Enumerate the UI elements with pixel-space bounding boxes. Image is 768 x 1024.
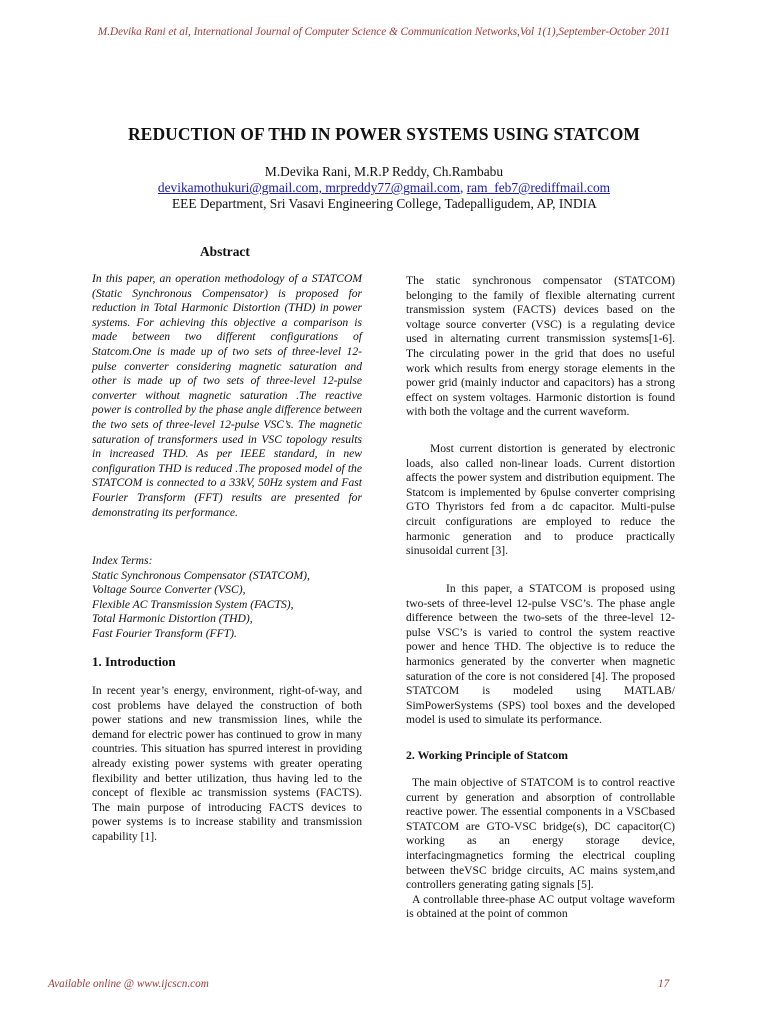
footer-availability: Available online @ www.ijcscn.com (48, 978, 209, 990)
author-emails (0, 180, 768, 196)
index-term: Total Harmonic Distortion (THD), (92, 612, 253, 626)
email-separator: , (460, 180, 467, 195)
email-link-second[interactable]: ram_feb7@rediffmail.com (466, 180, 611, 195)
section-2-number: 2 (406, 748, 412, 762)
paper-title: REDUCTION OF THD IN POWER SYSTEMS USING STATCOM (127, 124, 641, 144)
section-2-title: . Working Principle of Statcom (411, 748, 568, 762)
introduction-paragraph: In recent year’s energy, environment, right-of-way, and cost problems have delayed the construction of both power stations and new transmission lines, while the demand for electric power has continued to grow in many countries. This situation has spurred interest in providing already existing power systems with greater operating flexibility and better utilization, thus having led to the concept of flexible ac transmission systems (FACTS). The main purpose of introducing FACTS devices to power systems is to increase stability and transmission capability [1]. (92, 684, 362, 843)
index-terms-heading: Index Terms: (92, 554, 153, 567)
abstract-paragraph: In this paper, an operation methodology of a STATCOM (Static Synchronous Compensator) is proposed for reduction in Total Harmonic Distortion (THD) in power systems. For achieving this objective a comparison is made between two different configurations of Statcom.One is made up of two sets of three-level 12-pulse converter considering magnetic saturation and other is made up of two sets of three-level 12-pulse converter without magnetic saturation .The reactive power is controlled by the phase angle difference between the two sets of three-level 12-pulse VSC’s. The magnetic saturation of transformers used in VSC topology results in increased THD. As per IEEE standard, in new configuration THD is reduced .The proposed model of the STATCOM is connected to a 33kV, 50Hz system and Fast Fourier Transform (FFT) results are presented for demonstrating its performance. (92, 272, 362, 519)
introduction-heading: 1. Introduction (92, 654, 176, 669)
page-number: 17 (658, 978, 670, 990)
body-paragraph: The static synchronous compensator (STATCOM) belonging to the family of flexible alternating current transmission system (FACTS) devices based on the voltage source converter (VSC) is a regulating device used in alternating current transmission systems[1-6]. The circulating power in the grid that does no useful work which results from energy storage elements in the power grid (mainly inductor and capacitors) has a strong effect on system voltages. Harmonic distortion is found with both the voltage and the current waveform. (406, 274, 675, 419)
email-link-first[interactable]: devikamothukuri@gmail.com, mrpreddy77@gmail.com (157, 180, 461, 195)
authors: M.Devika Rani, M.R.P Reddy, Ch.Rambabu (264, 164, 504, 179)
index-terms (92, 554, 362, 642)
body-paragraph: Most current distortion is generated by electronic loads, also called non-linear loads. Current distortion affects the power system and distribution equipment. The Statcom is implemented by 6pulse converter comprising GTO Thyristors fed from a dc capacitor. Multi-pulse circuit configurations are employed to reduce the harmonic generation and to produce practically sinusoidal current [3]. (406, 442, 675, 558)
right-paragraph-4 (406, 776, 675, 922)
abstract-heading: Abstract (200, 244, 250, 259)
body-paragraph: A controllable three-phase AC output voltage waveform is obtained at the point of common (406, 892, 675, 921)
abstract-text (92, 272, 362, 520)
department: EEE Department, Sri Vasavi Engineering College, Tadepalligudem, AP, INDIA (172, 196, 597, 211)
introduction-text (92, 684, 362, 845)
section-2-heading (406, 748, 568, 763)
right-paragraph-2 (406, 442, 675, 559)
index-term: Fast Fourier Transform (FFT). (92, 626, 237, 640)
right-paragraph-1 (406, 274, 675, 420)
index-term: Static Synchronous Compensator (STATCOM), (92, 568, 310, 582)
running-head: M.Devika Rani et al, International Journal of Computer Science & Communication Networks,Vol 1(1),September-October 2011 (97, 26, 671, 38)
right-paragraph-3 (406, 582, 675, 728)
index-term: Voltage Source Converter (VSC), (92, 583, 246, 597)
index-term: Flexible AC Transmission System (FACTS), (92, 597, 294, 611)
body-paragraph: In this paper, a STATCOM is proposed using two-sets of three-level 12-pulse VSC’s. The phase angle difference between the two-sets of the three-level 12-pulse VSC’s is varied to control the system reactive power and hence THD. The objective is to reduce the harmonics generated by the converter when magnetic saturation of the core is not considered [4]. The proposed STATCOM is modeled using MATLAB/ SimPowerSystems (SPS) tool boxes and the developed model is used to simulate its performance. (406, 582, 675, 727)
body-paragraph: The main objective of STATCOM is to control reactive current by generation and absorption of controllable reactive power. The essential components in a VSCbased STATCOM are GTO-VSC bridge(s), DC capacitor(C) working as an energy storage device, interfacingmagnetics forming the electrical coupling between theVSC bridge circuits, AC mains system,and controllers generating gating signals [5]. (406, 776, 675, 892)
